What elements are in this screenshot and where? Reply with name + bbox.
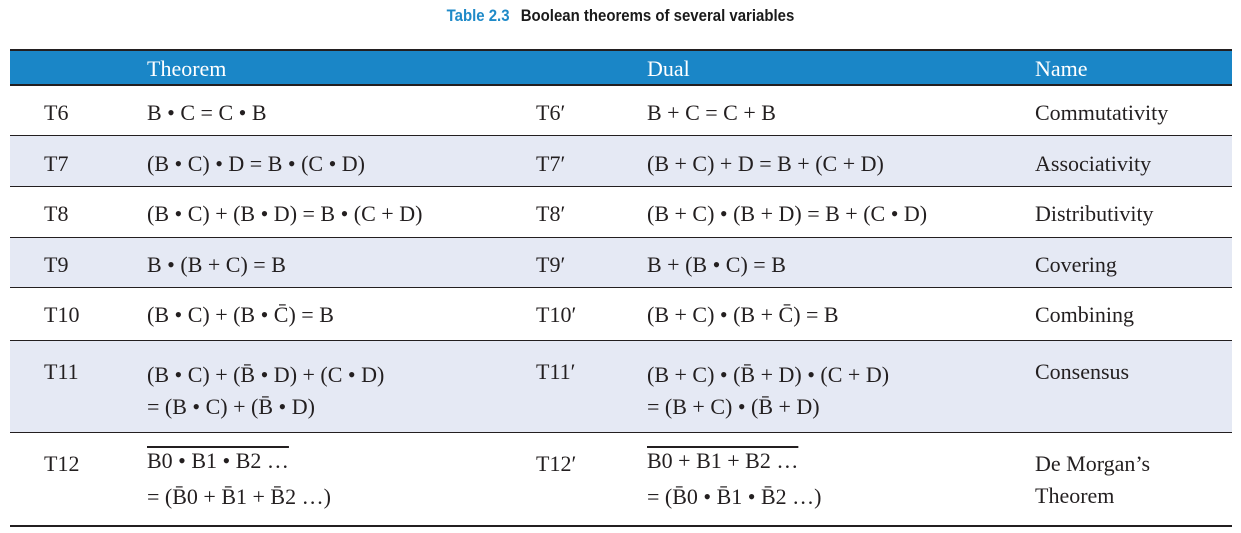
- dual-id: T8′: [536, 201, 566, 226]
- header-name: Name: [1035, 56, 1088, 81]
- theorem-expression: [147, 443, 331, 515]
- dual-expression: (B + C) • (B + C̄) = B: [647, 302, 839, 327]
- theorem-name: Associativity: [1035, 151, 1152, 176]
- dual-id: T11′: [536, 359, 576, 384]
- theorem-line-1: B0 • B1 • B2 …: [147, 448, 289, 473]
- table-row: [10, 238, 1232, 288]
- theorem-id: T11: [44, 359, 79, 384]
- dual-expression: (B + C) • (B + D) = B + (C • D): [647, 201, 928, 226]
- theorem-id: T8: [44, 201, 69, 226]
- table-row: [10, 341, 1232, 433]
- theorem-name: Consensus: [1035, 359, 1130, 384]
- theorem-line-1: (B • C) + (B̄ • D) + (C • D): [147, 362, 385, 387]
- dual-id: T7′: [536, 151, 566, 176]
- table-row: [10, 86, 1232, 136]
- dual-line-1: (B + C) • (B̄ + D) • (C + D): [647, 362, 890, 387]
- dual-expression: [647, 359, 889, 423]
- dual-expression: [647, 443, 822, 515]
- theorem-expression: B • (B + C) = B: [147, 252, 286, 277]
- theorem-name: Distributivity: [1035, 201, 1154, 226]
- dual-expression: B + (B • C) = B: [647, 252, 786, 277]
- dual-id: T10′: [536, 302, 577, 327]
- table-caption: [74, 6, 1166, 26]
- dual-id: T9′: [536, 252, 566, 277]
- theorem-id: T7: [44, 151, 69, 176]
- theorem-expression: B • C = C • B: [147, 100, 267, 125]
- theorem-name-line-1: De Morgan’s: [1035, 451, 1151, 476]
- table-header: [10, 49, 1232, 86]
- theorem-id: T9: [44, 252, 69, 277]
- dual-line-1: B0 + B1 + B2 …: [647, 448, 799, 473]
- theorem-line-2: = (B̄0 + B̄1 + B̄2 …): [147, 484, 331, 509]
- dual-line-2: = (B̄0 • B̄1 • B̄2 …): [647, 484, 822, 509]
- dual-id: T6′: [536, 100, 566, 125]
- theorem-id: T10: [44, 302, 80, 327]
- theorem-id: T6: [44, 100, 69, 125]
- theorem-id: T12: [44, 451, 80, 476]
- dual-id: T12′: [536, 451, 577, 476]
- theorem-expression: (B • C) + (B • D) = B • (C + D): [147, 201, 423, 226]
- dual-expression: B + C = C + B: [647, 100, 776, 125]
- table-row: [10, 187, 1232, 238]
- table-row: [10, 288, 1232, 341]
- table-row: [10, 136, 1232, 187]
- theorem-name: Covering: [1035, 252, 1117, 277]
- theorem-expression: [147, 359, 384, 423]
- header-theorem: Theorem: [147, 56, 227, 81]
- theorem-name-line-2: Theorem: [1035, 483, 1115, 508]
- theorem-line-2: = (B • C) + (B̄ • D): [147, 394, 315, 419]
- theorem-expression: (B • C) • D = B • (C • D): [147, 151, 365, 176]
- header-dual: Dual: [647, 56, 690, 81]
- theorem-name: [1035, 448, 1150, 512]
- theorem-name: Commutativity: [1035, 100, 1169, 125]
- table-number: Table 2.3: [446, 6, 510, 25]
- theorem-expression: (B • C) + (B • C̄) = B: [147, 302, 334, 327]
- dual-line-2: = (B + C) • (B̄ + D): [647, 394, 820, 419]
- theorem-name: Combining: [1035, 302, 1135, 327]
- dual-expression: (B + C) + D = B + (C + D): [647, 151, 884, 176]
- table-title: Boolean theorems of several variables: [520, 6, 795, 25]
- table-row: [10, 433, 1232, 527]
